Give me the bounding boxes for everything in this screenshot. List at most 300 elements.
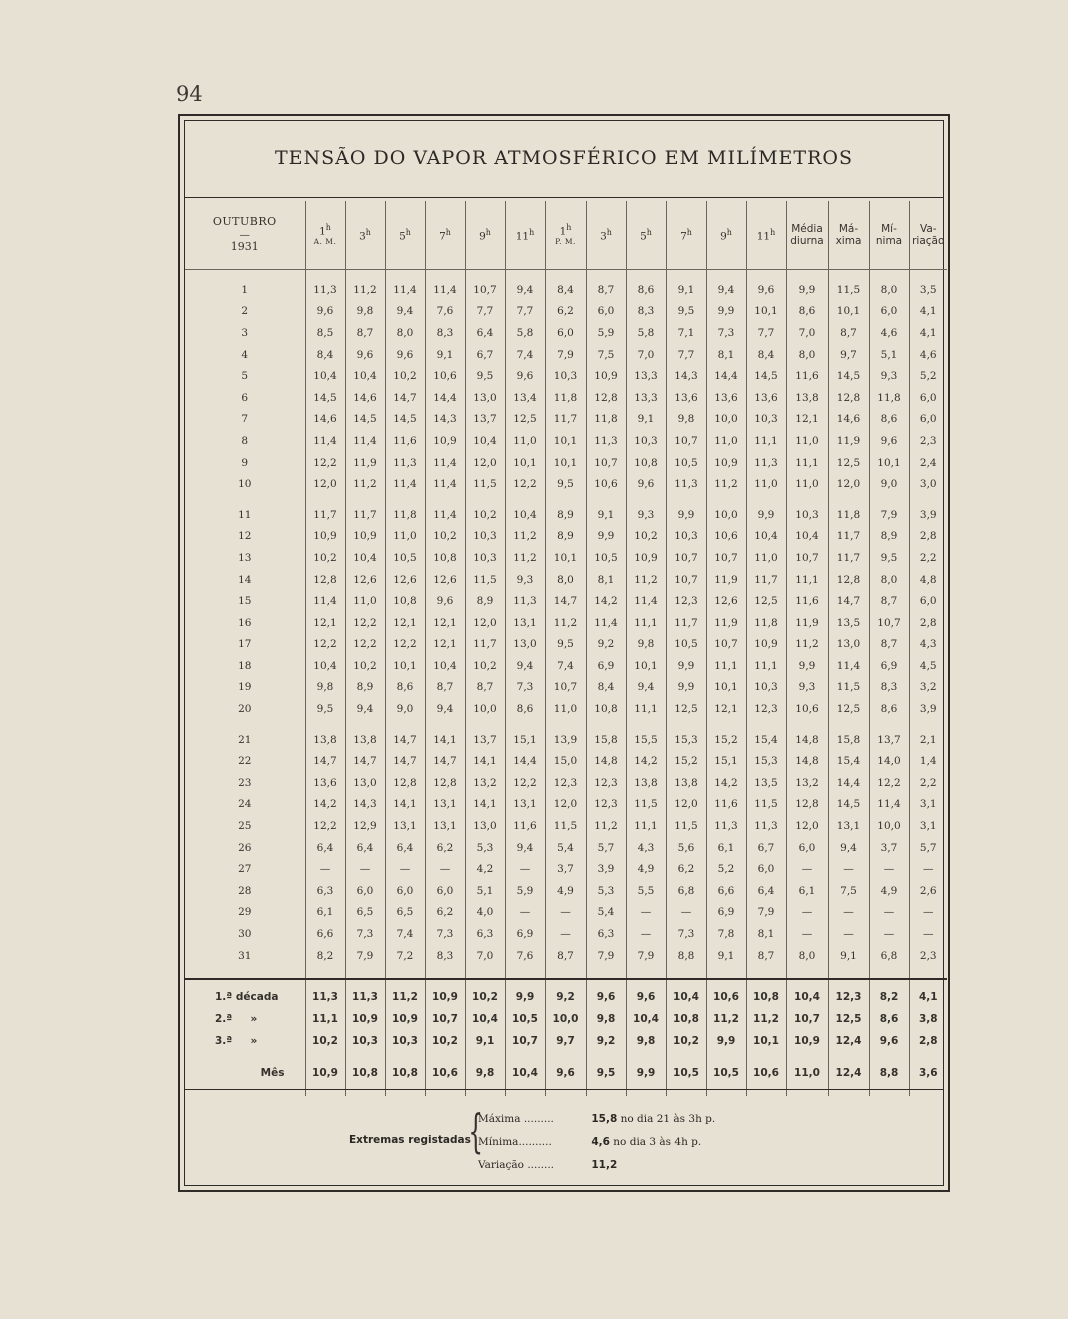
day-number: 28 <box>238 884 252 897</box>
table-row <box>185 547 947 569</box>
summary-cell: 9,2 <box>545 979 586 1008</box>
table-cell: — <box>545 902 586 924</box>
table-cell: 11,7 <box>666 612 706 634</box>
table-cell: 9,9 <box>746 495 786 526</box>
table-cell: 7,9 <box>746 902 786 924</box>
table-title: TENSÃO DO VAPOR ATMOSFÉRICO EM MILÍMETROS <box>275 147 853 169</box>
table-cell: 6,0 <box>909 387 947 409</box>
table-cell: 14,0 <box>869 750 909 772</box>
header-stat <box>828 201 869 270</box>
table-cell: 11,5 <box>828 677 869 699</box>
table-cell: 8,3 <box>869 677 909 699</box>
table-cell: 10,1 <box>828 301 869 323</box>
table-cell: — <box>869 902 909 924</box>
table-cell: 11,0 <box>545 698 586 720</box>
table-cell: 12,1 <box>706 698 746 720</box>
day-number: 26 <box>238 841 252 854</box>
table-cell: 11,4 <box>869 794 909 816</box>
extreme-max-value: 15,8 <box>591 1113 618 1125</box>
summary-cell: 10,0 <box>545 1008 586 1030</box>
table-cell: 8,9 <box>545 526 586 548</box>
summary-cell: 10,4 <box>465 1008 505 1030</box>
table-cell: 9,8 <box>305 677 345 699</box>
table-cell: 12,0 <box>465 452 505 474</box>
table-row <box>185 387 947 409</box>
table-cell: 10,1 <box>545 547 586 569</box>
table-cell: 8,2 <box>305 945 345 980</box>
table-cell: — <box>505 858 545 880</box>
hour-number: 5 <box>399 230 406 243</box>
table-cell: 6,4 <box>746 880 786 902</box>
summary-cell: 9,8 <box>586 1008 626 1030</box>
table-cell: 11,8 <box>746 612 786 634</box>
table-cell: 12,5 <box>746 590 786 612</box>
summary-cell: 11,2 <box>385 979 425 1008</box>
summary-cell: 11,1 <box>305 1008 345 1030</box>
table-cell: 8,3 <box>425 945 465 980</box>
table-cell: 8,7 <box>828 322 869 344</box>
header-hour <box>425 201 465 270</box>
table-cell: 15,8 <box>586 720 626 751</box>
summary-cell: 9,8 <box>626 1030 666 1052</box>
table-cell: 8,3 <box>425 322 465 344</box>
day-number: 14 <box>238 573 252 586</box>
table-cell: 6,2 <box>666 858 706 880</box>
table-cell: 13,3 <box>626 365 666 387</box>
hour-superscript: h <box>325 223 331 233</box>
table-cell: 10,5 <box>586 547 626 569</box>
table-row <box>185 495 947 526</box>
table-cell: 2,6 <box>909 880 947 902</box>
table-cell: 8,7 <box>465 677 505 699</box>
table-cell: 14,5 <box>828 365 869 387</box>
day-number: 2 <box>241 305 249 318</box>
table-cell: 11,7 <box>305 495 345 526</box>
table-cell: — <box>786 858 828 880</box>
table-cell: 15,8 <box>828 720 869 751</box>
day-number: 19 <box>238 681 252 694</box>
table-cell: 11,0 <box>345 590 385 612</box>
summary-rows <box>185 979 947 1096</box>
table-cell: — <box>869 923 909 945</box>
table-cell: 10,7 <box>545 677 586 699</box>
table-cell: 13,8 <box>626 772 666 794</box>
table-cell: 6,0 <box>869 301 909 323</box>
table-cell: 14,1 <box>465 794 505 816</box>
table-cell: 11,1 <box>626 612 666 634</box>
table-cell: 9,0 <box>869 473 909 495</box>
table-cell: 13,2 <box>786 772 828 794</box>
table-cell: 12,0 <box>545 794 586 816</box>
table-cell: 11,7 <box>746 569 786 591</box>
table-cell: 11,7 <box>465 634 505 656</box>
table-cell: 4,6 <box>909 344 947 366</box>
table-cell: 13,7 <box>869 720 909 751</box>
table-cell: 2,4 <box>909 452 947 474</box>
summary-cell: 10,6 <box>425 1052 465 1096</box>
table-cell: 10,5 <box>666 634 706 656</box>
summary-row <box>185 1008 947 1030</box>
table-cell: 14,6 <box>828 409 869 431</box>
table-cell: 14,2 <box>706 772 746 794</box>
table-cell: 12,8 <box>786 794 828 816</box>
table-cell: 9,4 <box>828 837 869 859</box>
table-cell: 12,0 <box>465 612 505 634</box>
table-cell: 5,6 <box>666 837 706 859</box>
table-cell: 12,6 <box>345 569 385 591</box>
table-cell: — <box>666 902 706 924</box>
table-cell: 11,5 <box>828 270 869 301</box>
table-cell: 4,1 <box>909 322 947 344</box>
extreme-max-name: Máxima ......... <box>478 1113 554 1125</box>
table-cell: 11,0 <box>385 526 425 548</box>
summary-cell: 9,9 <box>626 1052 666 1096</box>
table-cell: 9,6 <box>305 301 345 323</box>
table-cell: 6,9 <box>869 655 909 677</box>
table-cell: 14,7 <box>545 590 586 612</box>
table-cell: 8,1 <box>746 923 786 945</box>
day-number: 8 <box>241 434 249 447</box>
table-cell: 7,0 <box>786 322 828 344</box>
table-row <box>185 322 947 344</box>
table-cell: 10,8 <box>626 452 666 474</box>
table-cell: — <box>626 902 666 924</box>
header-stat <box>786 201 828 270</box>
table-cell: 13,1 <box>425 794 465 816</box>
summary-cell: 9,6 <box>626 979 666 1008</box>
table-cell: 8,9 <box>345 677 385 699</box>
table-row <box>185 902 947 924</box>
table-cell: 5,8 <box>505 322 545 344</box>
table-cell: 7,0 <box>465 945 505 980</box>
day-number: 30 <box>238 928 252 941</box>
table-cell: 10,2 <box>626 526 666 548</box>
table-row <box>185 612 947 634</box>
table-cell: 13,3 <box>626 387 666 409</box>
table-cell: 14,4 <box>425 387 465 409</box>
table-cell: 12,0 <box>786 815 828 837</box>
summary-cell: 3,8 <box>909 1008 947 1030</box>
table-cell: 7,9 <box>626 945 666 980</box>
table-cell: 12,2 <box>345 612 385 634</box>
table-cell: 9,1 <box>828 945 869 980</box>
table-cell: 11,2 <box>505 526 545 548</box>
summary-cell: 10,9 <box>385 1008 425 1030</box>
table-cell: 3,5 <box>909 270 947 301</box>
header-year: 1931 <box>230 240 259 254</box>
table-cell: 12,8 <box>305 569 345 591</box>
table-cell: 10,2 <box>465 655 505 677</box>
table-cell: 7,3 <box>706 322 746 344</box>
table-cell: 15,1 <box>505 720 545 751</box>
table-cell: 7,1 <box>666 322 706 344</box>
table-cell: 3,1 <box>909 815 947 837</box>
summary-cell: 10,2 <box>305 1030 345 1052</box>
table-cell: 11,4 <box>385 270 425 301</box>
hour-number: 7 <box>680 230 687 243</box>
day-number: 20 <box>238 703 252 716</box>
summary-cell: 9,5 <box>586 1052 626 1096</box>
table-cell: 11,2 <box>786 634 828 656</box>
day-number: 11 <box>238 508 252 521</box>
table-cell: 10,4 <box>305 655 345 677</box>
summary-cell: 12,4 <box>828 1030 869 1052</box>
table-cell: 10,5 <box>666 452 706 474</box>
table-cell: 10,8 <box>425 547 465 569</box>
summary-cell: 9,6 <box>545 1052 586 1096</box>
table-cell: 10,3 <box>746 409 786 431</box>
table-cell: 8,0 <box>545 569 586 591</box>
daily-rows <box>185 270 947 980</box>
table-cell: 9,4 <box>626 677 666 699</box>
day-number: 10 <box>238 478 252 491</box>
vapor-table <box>185 201 947 1096</box>
table-cell: 13,6 <box>746 387 786 409</box>
hour-number: 9 <box>720 230 727 243</box>
day-number: 25 <box>238 820 252 833</box>
table-cell: 10,4 <box>746 526 786 548</box>
table-cell: 4,5 <box>909 655 947 677</box>
table-cell: 10,3 <box>786 495 828 526</box>
table-cell: 12,8 <box>586 387 626 409</box>
table-row <box>185 698 947 720</box>
hour-superscript: h <box>686 227 692 237</box>
table-row <box>185 677 947 699</box>
extreme-range-value: 11,2 <box>591 1159 618 1171</box>
table-cell: 7,0 <box>626 344 666 366</box>
table-row <box>185 526 947 548</box>
table-cell: 13,6 <box>706 387 746 409</box>
table-cell: 11,0 <box>746 547 786 569</box>
table-cell: 12,6 <box>706 590 746 612</box>
table-cell: 9,6 <box>869 430 909 452</box>
table-cell: 6,4 <box>345 837 385 859</box>
table-cell: 2,2 <box>909 547 947 569</box>
summary-cell: 9,9 <box>505 979 545 1008</box>
table-cell: 8,7 <box>545 945 586 980</box>
table-cell: 11,1 <box>786 569 828 591</box>
summary-label: Mês <box>260 1067 285 1080</box>
table-cell: 11,0 <box>706 430 746 452</box>
table-cell: 8,6 <box>786 301 828 323</box>
summary-cell: 12,3 <box>828 979 869 1008</box>
table-cell: 7,4 <box>385 923 425 945</box>
table-cell: 9,1 <box>666 270 706 301</box>
table-cell: 5,3 <box>465 837 505 859</box>
table-cell: 13,8 <box>666 772 706 794</box>
table-cell: 14,8 <box>786 720 828 751</box>
table-cell: 11,3 <box>746 815 786 837</box>
table-row <box>185 344 947 366</box>
table-cell: 4,3 <box>909 634 947 656</box>
table-cell: 14,5 <box>828 794 869 816</box>
table-cell: 9,9 <box>666 677 706 699</box>
table-cell: 8,3 <box>626 301 666 323</box>
extreme-range-name: Variação ........ <box>478 1159 555 1171</box>
table-cell: 11,4 <box>345 430 385 452</box>
hour-number: 1 <box>319 225 326 238</box>
stat-label: Média diurna <box>790 222 824 247</box>
table-cell: 10,1 <box>545 452 586 474</box>
extreme-min-note: no dia 3 às 4h p. <box>613 1136 702 1148</box>
summary-cell: 10,5 <box>666 1052 706 1096</box>
table-cell: 11,3 <box>586 430 626 452</box>
table-cell: 7,5 <box>828 880 869 902</box>
table-cell: — <box>828 902 869 924</box>
hour-superscript: h <box>606 227 612 237</box>
table-cell: 10,0 <box>706 495 746 526</box>
table-cell: 10,9 <box>746 634 786 656</box>
hour-superscript: h <box>646 227 652 237</box>
summary-cell: 10,3 <box>345 1030 385 1052</box>
table-cell: 7,9 <box>586 945 626 980</box>
table-cell: 10,7 <box>586 452 626 474</box>
table-cell: 11,8 <box>545 387 586 409</box>
table-cell: 10,9 <box>706 452 746 474</box>
table-cell: 9,3 <box>869 365 909 387</box>
table-cell: 3,1 <box>909 794 947 816</box>
table-row <box>185 880 947 902</box>
table-cell: 5,3 <box>586 880 626 902</box>
table-cell: 12,2 <box>345 634 385 656</box>
table-cell: 10,1 <box>706 677 746 699</box>
table-cell: 7,3 <box>425 923 465 945</box>
summary-cell: 11,2 <box>746 1008 786 1030</box>
table-cell: 9,6 <box>345 344 385 366</box>
table-cell: 13,0 <box>465 387 505 409</box>
table-cell: 8,7 <box>869 590 909 612</box>
summary-cell: 9,1 <box>465 1030 505 1052</box>
summary-label: 3.ª » <box>215 1035 258 1048</box>
table-cell: 12,5 <box>828 698 869 720</box>
table-cell: 9,9 <box>666 495 706 526</box>
header-hour <box>746 201 786 270</box>
table-cell: 12,5 <box>666 698 706 720</box>
table-cell: 10,3 <box>626 430 666 452</box>
table-cell: 11,8 <box>586 409 626 431</box>
table-cell: 8,4 <box>586 677 626 699</box>
summary-cell: 10,9 <box>425 979 465 1008</box>
summary-cell: 2,8 <box>909 1030 947 1052</box>
table-cell: 6,1 <box>706 837 746 859</box>
table-cell: 12,1 <box>305 612 345 634</box>
table-cell: 9,1 <box>586 495 626 526</box>
table-cell: 14,5 <box>385 409 425 431</box>
table-cell: 11,7 <box>828 547 869 569</box>
table-cell: 7,3 <box>505 677 545 699</box>
table-cell: 10,7 <box>465 270 505 301</box>
table-cell: 9,5 <box>305 698 345 720</box>
table-cell: 3,7 <box>545 858 586 880</box>
summary-cell: 10,6 <box>746 1052 786 1096</box>
table-cell: — <box>786 923 828 945</box>
table-cell: 9,8 <box>666 409 706 431</box>
table-cell: 5,2 <box>909 365 947 387</box>
table-cell: 8,0 <box>385 322 425 344</box>
table-cell: 1,4 <box>909 750 947 772</box>
table-cell: 6,0 <box>909 409 947 431</box>
table-cell: 3,2 <box>909 677 947 699</box>
table-cell: 10,0 <box>706 409 746 431</box>
table-cell: 14,6 <box>305 409 345 431</box>
summary-cell: 8,6 <box>869 1008 909 1030</box>
table-cell: 11,2 <box>345 473 385 495</box>
table-cell: 10,8 <box>385 590 425 612</box>
table-cell: 11,0 <box>786 430 828 452</box>
table-cell: 11,7 <box>545 409 586 431</box>
table-cell: 10,0 <box>869 815 909 837</box>
header-hour <box>345 201 385 270</box>
summary-cell: 10,8 <box>746 979 786 1008</box>
table-cell: 11,6 <box>786 590 828 612</box>
table-cell: 11,2 <box>505 547 545 569</box>
table-cell: 9,6 <box>425 590 465 612</box>
table-cell: 15,4 <box>746 720 786 751</box>
table-cell: 14,8 <box>786 750 828 772</box>
summary-cell: 10,5 <box>706 1052 746 1096</box>
table-row <box>185 430 947 452</box>
day-number: 1 <box>241 283 249 296</box>
summary-cell: 3,6 <box>909 1052 947 1096</box>
table-cell: 13,8 <box>345 720 385 751</box>
hour-number: 3 <box>600 230 607 243</box>
table-cell: 3,0 <box>909 473 947 495</box>
table-cell: 8,6 <box>505 698 545 720</box>
table-cell: 14,7 <box>385 750 425 772</box>
table-cell: 11,4 <box>305 430 345 452</box>
summary-cell: 4,1 <box>909 979 947 1008</box>
table-cell: 7,5 <box>586 344 626 366</box>
table-cell: 3,9 <box>909 495 947 526</box>
table-cell: 12,2 <box>869 772 909 794</box>
day-number: 6 <box>241 391 249 404</box>
table-cell: 12,1 <box>786 409 828 431</box>
table-cell: 11,9 <box>786 612 828 634</box>
table-cell: — <box>909 858 947 880</box>
table-cell: 15,0 <box>545 750 586 772</box>
table-cell: — <box>345 858 385 880</box>
table-cell: 5,5 <box>626 880 666 902</box>
table-cell: 11,5 <box>666 815 706 837</box>
table-cell: 9,4 <box>425 698 465 720</box>
hour-number: 1 <box>559 225 567 238</box>
header-hour <box>626 201 666 270</box>
table-cell: 5,9 <box>586 322 626 344</box>
table-cell: 11,4 <box>425 452 465 474</box>
summary-cell: 9,7 <box>545 1030 586 1052</box>
table-cell: 11,1 <box>746 430 786 452</box>
table-cell: 11,4 <box>305 590 345 612</box>
summary-cell: 10,4 <box>786 979 828 1008</box>
hour-superscript: h <box>726 227 732 237</box>
table-cell: 13,8 <box>786 387 828 409</box>
table-cell: 14,7 <box>425 750 465 772</box>
table-cell: 2,3 <box>909 945 947 980</box>
table-cell: 11,4 <box>586 612 626 634</box>
table-row <box>185 270 947 301</box>
table-cell: 7,7 <box>746 322 786 344</box>
table-cell: 8,6 <box>869 698 909 720</box>
table-cell: — <box>385 858 425 880</box>
table-cell: 6,2 <box>425 837 465 859</box>
summary-cell: 9,6 <box>869 1030 909 1052</box>
day-number: 3 <box>241 326 249 339</box>
summary-cell: 11,2 <box>706 1008 746 1030</box>
table-cell: 11,5 <box>465 473 505 495</box>
table-cell: — <box>909 923 947 945</box>
table-cell: 10,1 <box>505 452 545 474</box>
table-cell: 2,8 <box>909 612 947 634</box>
